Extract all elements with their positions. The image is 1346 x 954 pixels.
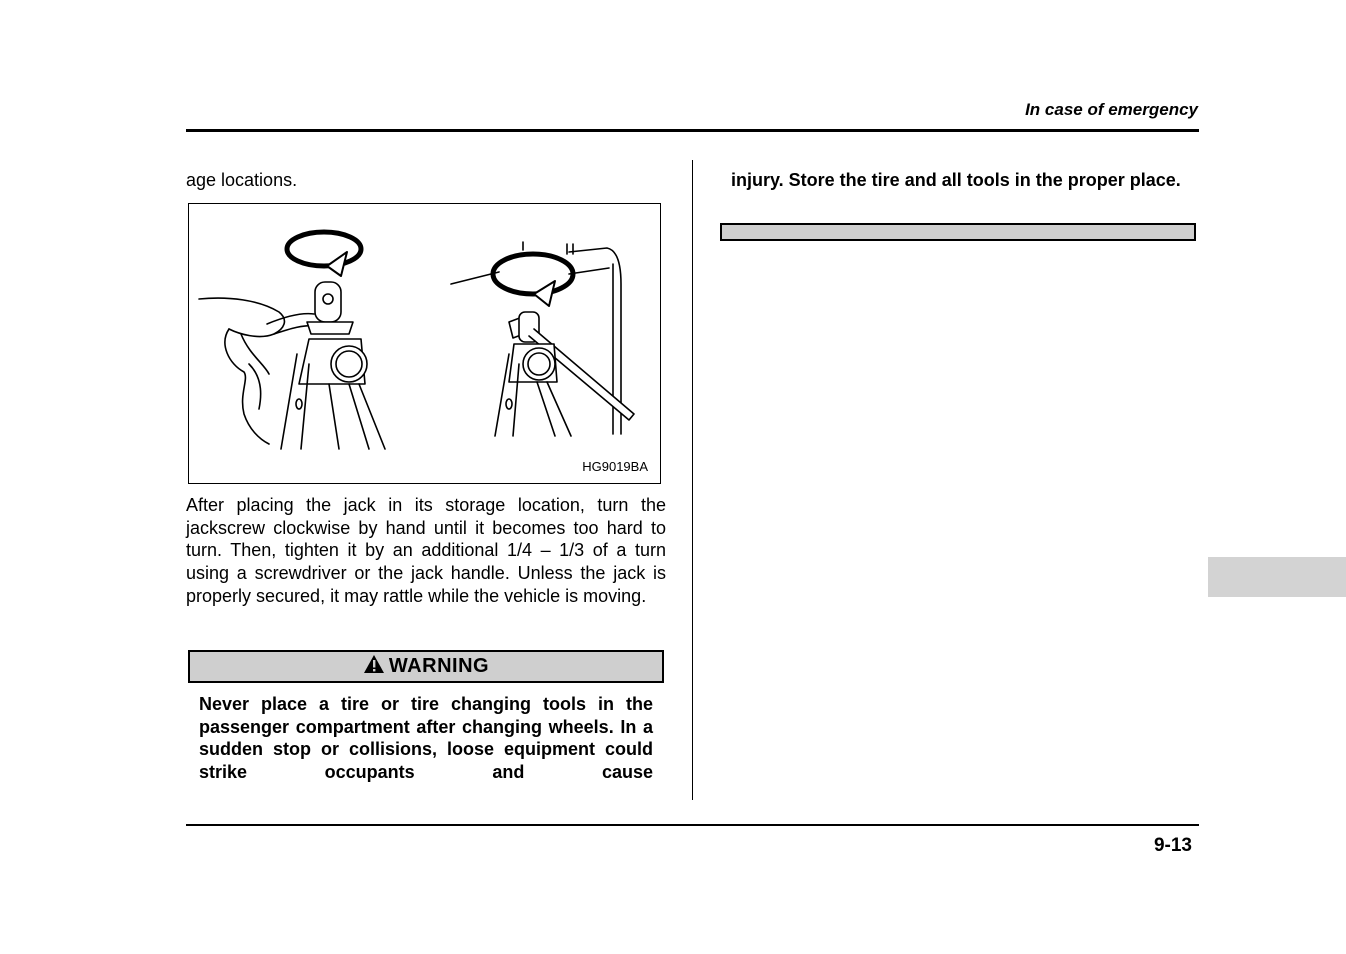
page-number: 9-13 [1153,835,1192,856]
left-column [186,168,666,192]
figure-code: HG9019BA [582,459,648,474]
left-jackscrew [315,282,341,322]
right-rotation-arrow [493,254,573,294]
body-paragraph: After placing the jack in its storage location, turn the jackscrew clockwise by hand until it becomes too hard to turn. Then, tighten it by an additional 1/4 – 1/3 of a turn using a screwdriver or the jack handle. Unless the jack is properly secured, it may rattle while the vehicle is moving. [186,495,666,606]
jack-drawing [189,204,662,485]
left-rotation-arrow [287,232,361,266]
footer-rule [186,824,1199,826]
warning-header [188,650,664,683]
continued-text: age locations. [186,170,298,190]
warning-end-bar [720,223,1196,241]
warning-label: WARNING [388,655,490,677]
right-continued-text: injury. Store the tire and all tools in the proper place. [731,170,1181,190]
section-title: In case of emergency [1025,100,1198,119]
right-arrow-head [534,281,555,306]
warning-text: Never place a tire or tire changing tools in the passenger compartment after changing wheels. In a sudden stop or collisions, loose equipment could strike occupants and cause [199,694,653,783]
hand-outline [199,298,284,336]
left-arrow-head [327,252,347,276]
header-rule [186,129,1199,132]
jack-illustration [188,203,661,484]
warning-triangle-icon [363,654,385,679]
chapter-tab [1208,557,1346,597]
column-divider [692,160,693,800]
